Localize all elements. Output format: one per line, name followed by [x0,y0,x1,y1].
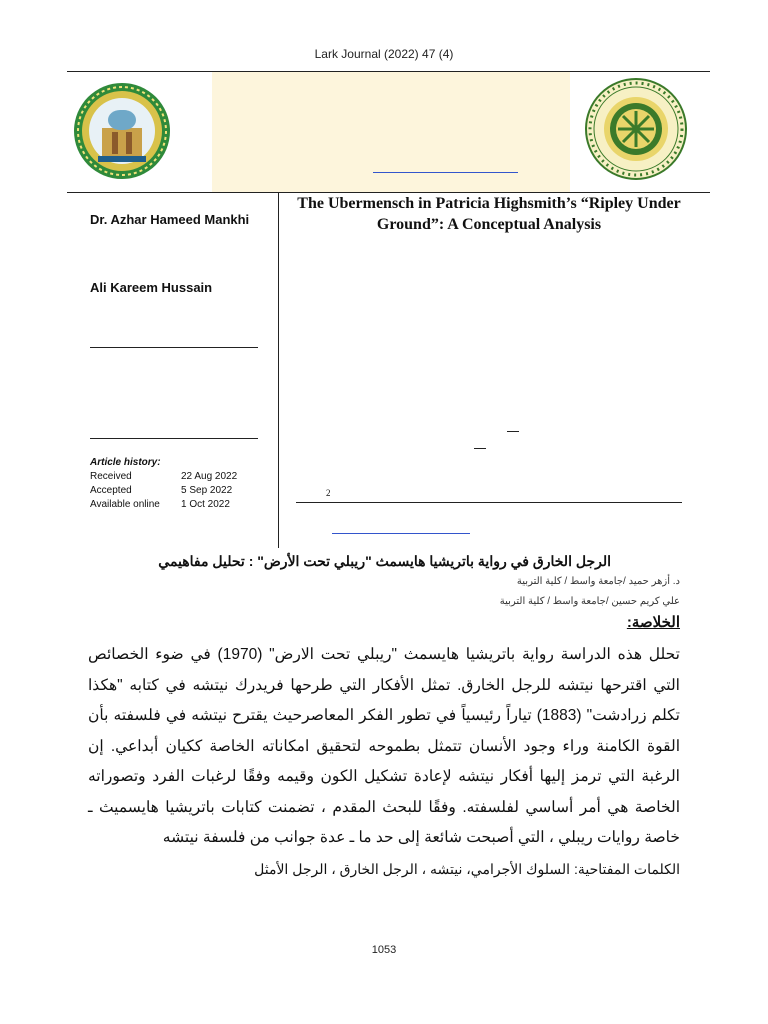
dash-mark [507,431,519,432]
arabic-keywords: الكلمات المفتاحية: السلوك الأجرامي، نيتشه ، الرجل الخارق ، الرجل الأمثل [254,861,680,877]
article-history [90,456,237,512]
history-value: 5 Sep 2022 [181,485,233,496]
history-row [90,470,237,484]
article-title: The Ubermensch in Patricia Highsmith’s “Ripley Under Ground”: A Conceptual Analysis [297,195,681,233]
banner-band [212,72,570,192]
history-key: Received [90,471,132,482]
email-link[interactable] [332,533,470,534]
author-separator [90,347,258,348]
history-key: Accepted [90,485,132,496]
footnote-marker: 2 [326,488,331,498]
author-name: Ali Kareem Hussain [90,280,213,295]
dash-mark [474,448,486,449]
footnote-rule [296,502,682,503]
history-separator [90,438,258,439]
column-divider [278,192,279,548]
history-label: Article history: [90,457,161,468]
arabic-affiliation: د. أزهر حميد /جامعة واسط / كلية التربية [516,576,680,587]
university-logo [72,80,172,182]
arabic-title: الرجل الخارق في رواية باتريشيا هايسمث "ريبلي تحت الأرض" : تحليل مفاهيمي [158,553,611,569]
author-name: Dr. Azhar Hameed Mankhi [90,212,250,227]
abstract-heading: الخلاصة: [626,614,680,631]
banner-link[interactable] [373,172,518,173]
college-logo [584,76,688,182]
arabic-affiliation: علي كريم حسين /جامعة واسط / كلية التربية [499,596,680,607]
arabic-abstract: تحلل هذه الدراسة رواية باتريشيا هايسمث "ريبلي تحت الارض" (1970) في ضوء الخصائص التي اقترحها نيتشه للرجل الخارق. تمثل الأفكار التي طرحها فريدرك نيتشه في كتابه "هكذا تكلم زرادشت" (1883) تياراً رئيسياً في تطور الفكر المعاصرحيث يقترح نيتشه في فلسفته بأن القوة الكامنة وراء وجود الأنسان تتمثل بطموحه لتحقيق امكاناته الخاصة ككيان أبداعي. إن الرغبة التي ترمز إليها أفكار نيتشه لإعادة تشكيل الكون وقيمه وفقًا لرغبات الفرد وتصوراته الخاصة هي أمر أساسي لفلسفته. وفقًا للبحث المقدم ، تضمنت كتابات باتريشيا هايسميث ـ خاصة روايات ريبلي ، التي أصبحت شائعة إلى حد ما ـ عدة جوانب من فلسفة نيتشه [88,646,680,846]
journal-header: Lark Journal (2022) 47 (4) [314,47,454,61]
history-key: Available online [90,499,160,510]
page-number: 1053 [371,944,397,956]
history-value: 22 Aug 2022 [181,471,238,482]
history-row [90,498,237,512]
history-value: 1 Oct 2022 [181,499,230,510]
history-row [90,484,237,498]
